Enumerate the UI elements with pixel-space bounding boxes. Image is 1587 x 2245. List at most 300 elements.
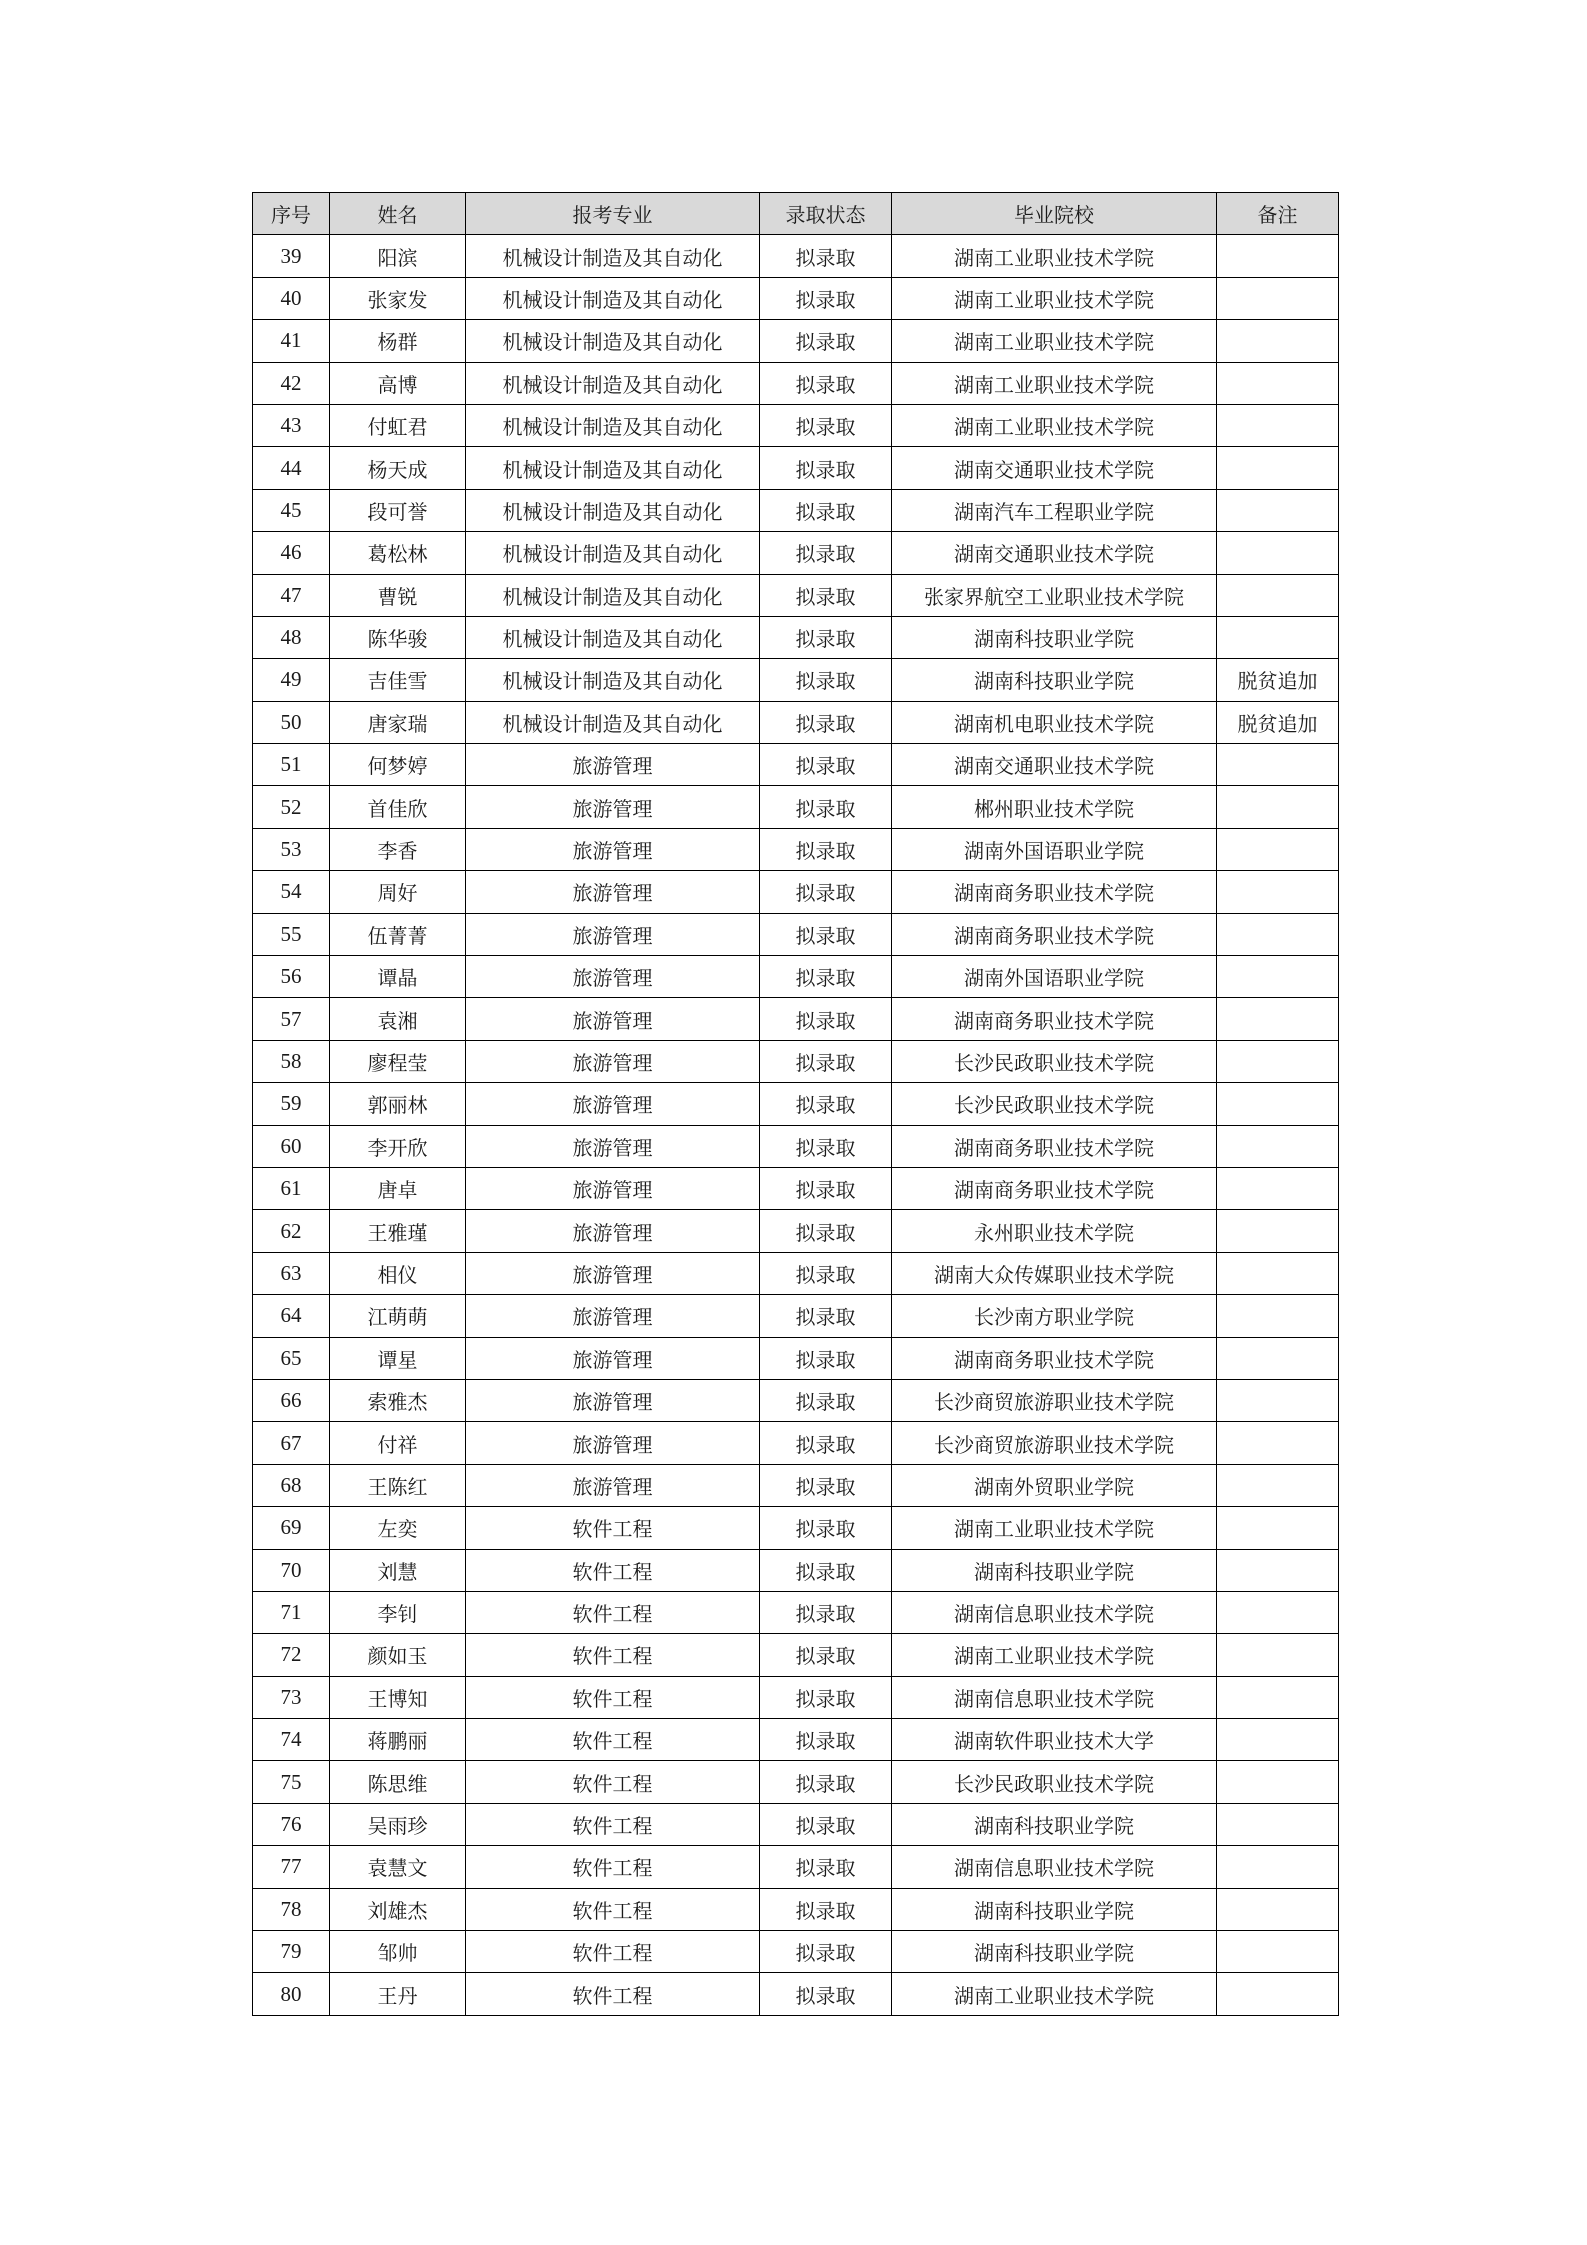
cell-no: 72: [253, 1634, 330, 1676]
table-row: [253, 1252, 1339, 1294]
table-row: [253, 913, 1339, 955]
cell-no: 48: [253, 616, 330, 658]
cell-no: 61: [253, 1167, 330, 1209]
cell-no: 60: [253, 1125, 330, 1167]
cell-no: 59: [253, 1083, 330, 1125]
cell-status: 拟录取: [760, 616, 892, 658]
cell-note: [1217, 1464, 1339, 1506]
cell-status: 拟录取: [760, 1549, 892, 1591]
cell-no: 76: [253, 1803, 330, 1845]
cell-major: 软件工程: [466, 1888, 760, 1930]
cell-no: 68: [253, 1464, 330, 1506]
cell-school: 湖南软件职业技术大学: [892, 1719, 1217, 1761]
cell-name: 陈思维: [330, 1761, 466, 1803]
cell-name: 袁慧文: [330, 1846, 466, 1888]
cell-note: [1217, 1803, 1339, 1845]
cell-no: 70: [253, 1549, 330, 1591]
cell-school: 长沙南方职业学院: [892, 1295, 1217, 1337]
cell-name: 吉佳雪: [330, 659, 466, 701]
cell-name: 曹锐: [330, 574, 466, 616]
cell-note: 脱贫追加: [1217, 701, 1339, 743]
cell-no: 73: [253, 1676, 330, 1718]
cell-status: 拟录取: [760, 1040, 892, 1082]
cell-name: 王丹: [330, 1973, 466, 2015]
cell-major: 软件工程: [466, 1591, 760, 1633]
cell-name: 谭星: [330, 1337, 466, 1379]
cell-school: 长沙民政职业技术学院: [892, 1040, 1217, 1082]
cell-school: 湖南工业职业技术学院: [892, 277, 1217, 319]
cell-major: 旅游管理: [466, 1210, 760, 1252]
cell-name: 相仪: [330, 1252, 466, 1294]
table-row: [253, 1507, 1339, 1549]
cell-name: 高博: [330, 362, 466, 404]
cell-status: 拟录取: [760, 532, 892, 574]
cell-major: 机械设计制造及其自动化: [466, 616, 760, 658]
cell-note: [1217, 1549, 1339, 1591]
cell-school: 湖南科技职业学院: [892, 1888, 1217, 1930]
table-row: [253, 1719, 1339, 1761]
cell-school: 湖南工业职业技术学院: [892, 362, 1217, 404]
cell-status: 拟录取: [760, 1973, 892, 2015]
table-row: [253, 532, 1339, 574]
cell-school: 长沙商贸旅游职业技术学院: [892, 1379, 1217, 1421]
cell-name: 首佳欣: [330, 786, 466, 828]
table-row: [253, 1676, 1339, 1718]
cell-school: 郴州职业技术学院: [892, 786, 1217, 828]
cell-school: 湖南科技职业学院: [892, 1931, 1217, 1973]
table-row: [253, 871, 1339, 913]
cell-major: 机械设计制造及其自动化: [466, 320, 760, 362]
cell-name: 廖程莹: [330, 1040, 466, 1082]
cell-status: 拟录取: [760, 1803, 892, 1845]
cell-no: 57: [253, 998, 330, 1040]
cell-major: 软件工程: [466, 1931, 760, 1973]
cell-school: 湖南科技职业学院: [892, 616, 1217, 658]
cell-school: 张家界航空工业职业技术学院: [892, 574, 1217, 616]
cell-status: 拟录取: [760, 1210, 892, 1252]
cell-note: [1217, 1167, 1339, 1209]
cell-school: 湖南科技职业学院: [892, 1803, 1217, 1845]
cell-school: 湖南科技职业学院: [892, 1549, 1217, 1591]
cell-no: 42: [253, 362, 330, 404]
table-row: [253, 828, 1339, 870]
cell-note: [1217, 320, 1339, 362]
cell-no: 75: [253, 1761, 330, 1803]
cell-name: 杨群: [330, 320, 466, 362]
cell-major: 旅游管理: [466, 744, 760, 786]
cell-name: 王雅瑾: [330, 1210, 466, 1252]
cell-note: [1217, 235, 1339, 277]
cell-note: [1217, 1125, 1339, 1167]
cell-status: 拟录取: [760, 786, 892, 828]
cell-major: 旅游管理: [466, 1464, 760, 1506]
table-row: [253, 786, 1339, 828]
cell-no: 50: [253, 701, 330, 743]
cell-name: 谭晶: [330, 956, 466, 998]
cell-school: 湖南信息职业技术学院: [892, 1591, 1217, 1633]
table-row: [253, 744, 1339, 786]
cell-status: 拟录取: [760, 1931, 892, 1973]
cell-note: [1217, 277, 1339, 319]
cell-major: 旅游管理: [466, 913, 760, 955]
table-row: [253, 1549, 1339, 1591]
table-row: [253, 1973, 1339, 2015]
cell-no: 53: [253, 828, 330, 870]
cell-note: [1217, 1634, 1339, 1676]
cell-name: 颜如玉: [330, 1634, 466, 1676]
cell-status: 拟录取: [760, 956, 892, 998]
cell-name: 吴雨珍: [330, 1803, 466, 1845]
cell-name: 左奕: [330, 1507, 466, 1549]
header-status: 录取状态: [760, 193, 892, 235]
cell-major: 旅游管理: [466, 1379, 760, 1421]
cell-no: 80: [253, 1973, 330, 2015]
cell-note: [1217, 956, 1339, 998]
cell-no: 64: [253, 1295, 330, 1337]
cell-major: 旅游管理: [466, 1295, 760, 1337]
cell-major: 机械设计制造及其自动化: [466, 277, 760, 319]
table-row: [253, 1083, 1339, 1125]
cell-name: 陈华骏: [330, 616, 466, 658]
cell-note: [1217, 1973, 1339, 2015]
cell-school: 湖南商务职业技术学院: [892, 1125, 1217, 1167]
cell-status: 拟录取: [760, 1295, 892, 1337]
header-note: 备注: [1217, 193, 1339, 235]
cell-major: 机械设计制造及其自动化: [466, 404, 760, 446]
cell-no: 52: [253, 786, 330, 828]
table-row: [253, 1888, 1339, 1930]
cell-school: 长沙民政职业技术学院: [892, 1083, 1217, 1125]
cell-name: 索雅杰: [330, 1379, 466, 1421]
cell-note: [1217, 1083, 1339, 1125]
cell-no: 54: [253, 871, 330, 913]
cell-status: 拟录取: [760, 1761, 892, 1803]
cell-major: 旅游管理: [466, 871, 760, 913]
table-row: [253, 404, 1339, 446]
cell-no: 55: [253, 913, 330, 955]
cell-status: 拟录取: [760, 1634, 892, 1676]
cell-school: 湖南商务职业技术学院: [892, 871, 1217, 913]
cell-status: 拟录取: [760, 1125, 892, 1167]
cell-major: 旅游管理: [466, 1167, 760, 1209]
table-row: [253, 1379, 1339, 1421]
cell-status: 拟录取: [760, 320, 892, 362]
table-row: [253, 1634, 1339, 1676]
cell-no: 79: [253, 1931, 330, 1973]
cell-major: 软件工程: [466, 1634, 760, 1676]
cell-note: [1217, 1295, 1339, 1337]
cell-no: 58: [253, 1040, 330, 1082]
cell-school: 湖南机电职业技术学院: [892, 701, 1217, 743]
table-row: [253, 998, 1339, 1040]
cell-name: 王陈红: [330, 1464, 466, 1506]
cell-note: [1217, 404, 1339, 446]
cell-major: 软件工程: [466, 1846, 760, 1888]
cell-major: 旅游管理: [466, 828, 760, 870]
cell-status: 拟录取: [760, 871, 892, 913]
cell-name: 刘慧: [330, 1549, 466, 1591]
table-header-row: [253, 193, 1339, 235]
cell-note: [1217, 532, 1339, 574]
cell-note: [1217, 828, 1339, 870]
cell-school: 湖南商务职业技术学院: [892, 1337, 1217, 1379]
cell-school: 湖南科技职业学院: [892, 659, 1217, 701]
cell-school: 湖南工业职业技术学院: [892, 404, 1217, 446]
cell-status: 拟录取: [760, 1719, 892, 1761]
cell-major: 旅游管理: [466, 1125, 760, 1167]
cell-no: 66: [253, 1379, 330, 1421]
cell-major: 旅游管理: [466, 1040, 760, 1082]
table-row: [253, 489, 1339, 531]
header-name: 姓名: [330, 193, 466, 235]
cell-note: [1217, 1761, 1339, 1803]
cell-status: 拟录取: [760, 277, 892, 319]
cell-name: 付祥: [330, 1422, 466, 1464]
cell-major: 机械设计制造及其自动化: [466, 659, 760, 701]
cell-school: 湖南商务职业技术学院: [892, 913, 1217, 955]
table-row: [253, 1125, 1339, 1167]
cell-school: 湖南工业职业技术学院: [892, 1507, 1217, 1549]
cell-status: 拟录取: [760, 1167, 892, 1209]
cell-name: 李钊: [330, 1591, 466, 1633]
cell-major: 机械设计制造及其自动化: [466, 235, 760, 277]
cell-no: 69: [253, 1507, 330, 1549]
cell-school: 湖南工业职业技术学院: [892, 235, 1217, 277]
cell-no: 39: [253, 235, 330, 277]
table-row: [253, 1337, 1339, 1379]
cell-note: 脱贫追加: [1217, 659, 1339, 701]
cell-major: 软件工程: [466, 1973, 760, 2015]
cell-school: 永州职业技术学院: [892, 1210, 1217, 1252]
table-row: [253, 1761, 1339, 1803]
cell-status: 拟录取: [760, 1379, 892, 1421]
cell-note: [1217, 1591, 1339, 1633]
cell-school: 湖南工业职业技术学院: [892, 320, 1217, 362]
cell-status: 拟录取: [760, 1252, 892, 1294]
table-row: [253, 956, 1339, 998]
cell-school: 湖南外国语职业学院: [892, 828, 1217, 870]
cell-no: 78: [253, 1888, 330, 1930]
cell-name: 伍菁菁: [330, 913, 466, 955]
cell-status: 拟录取: [760, 362, 892, 404]
cell-note: [1217, 447, 1339, 489]
cell-no: 62: [253, 1210, 330, 1252]
cell-school: 湖南商务职业技术学院: [892, 1167, 1217, 1209]
cell-status: 拟录取: [760, 659, 892, 701]
table-row: [253, 1167, 1339, 1209]
cell-note: [1217, 574, 1339, 616]
cell-status: 拟录取: [760, 701, 892, 743]
cell-major: 软件工程: [466, 1676, 760, 1718]
cell-note: [1217, 1888, 1339, 1930]
cell-major: 旅游管理: [466, 998, 760, 1040]
table-row: [253, 1422, 1339, 1464]
table-row: [253, 1040, 1339, 1082]
cell-note: [1217, 1210, 1339, 1252]
cell-school: 湖南信息职业技术学院: [892, 1676, 1217, 1718]
cell-school: 湖南工业职业技术学院: [892, 1634, 1217, 1676]
cell-status: 拟录取: [760, 913, 892, 955]
table-row: [253, 1591, 1339, 1633]
cell-no: 65: [253, 1337, 330, 1379]
table-row: [253, 277, 1339, 319]
cell-name: 周好: [330, 871, 466, 913]
cell-name: 阳滨: [330, 235, 466, 277]
table-row: [253, 1210, 1339, 1252]
cell-no: 46: [253, 532, 330, 574]
cell-note: [1217, 1040, 1339, 1082]
cell-major: 旅游管理: [466, 786, 760, 828]
cell-name: 李香: [330, 828, 466, 870]
cell-status: 拟录取: [760, 998, 892, 1040]
cell-note: [1217, 1931, 1339, 1973]
cell-major: 软件工程: [466, 1803, 760, 1845]
cell-name: 李开欣: [330, 1125, 466, 1167]
cell-no: 77: [253, 1846, 330, 1888]
cell-no: 47: [253, 574, 330, 616]
cell-name: 段可誉: [330, 489, 466, 531]
cell-no: 74: [253, 1719, 330, 1761]
cell-status: 拟录取: [760, 828, 892, 870]
cell-no: 63: [253, 1252, 330, 1294]
cell-status: 拟录取: [760, 1888, 892, 1930]
cell-no: 71: [253, 1591, 330, 1633]
cell-note: [1217, 362, 1339, 404]
cell-status: 拟录取: [760, 1337, 892, 1379]
cell-name: 江萌萌: [330, 1295, 466, 1337]
cell-status: 拟录取: [760, 1507, 892, 1549]
cell-no: 56: [253, 956, 330, 998]
table-row: [253, 447, 1339, 489]
cell-note: [1217, 1846, 1339, 1888]
table-row: [253, 1846, 1339, 1888]
cell-major: 机械设计制造及其自动化: [466, 489, 760, 531]
cell-major: 机械设计制造及其自动化: [466, 532, 760, 574]
cell-school: 湖南汽车工程职业学院: [892, 489, 1217, 531]
cell-no: 40: [253, 277, 330, 319]
cell-name: 张家发: [330, 277, 466, 319]
header-major: 报考专业: [466, 193, 760, 235]
cell-status: 拟录取: [760, 1846, 892, 1888]
cell-status: 拟录取: [760, 1464, 892, 1506]
cell-school: 湖南交通职业技术学院: [892, 447, 1217, 489]
cell-no: 67: [253, 1422, 330, 1464]
cell-name: 王博知: [330, 1676, 466, 1718]
cell-note: [1217, 1252, 1339, 1294]
cell-name: 杨天成: [330, 447, 466, 489]
cell-name: 葛松林: [330, 532, 466, 574]
cell-school: 湖南交通职业技术学院: [892, 532, 1217, 574]
cell-no: 41: [253, 320, 330, 362]
cell-note: [1217, 1422, 1339, 1464]
cell-school: 长沙商贸旅游职业技术学院: [892, 1422, 1217, 1464]
cell-note: [1217, 1719, 1339, 1761]
table-row: [253, 235, 1339, 277]
cell-name: 刘雄杰: [330, 1888, 466, 1930]
cell-note: [1217, 1507, 1339, 1549]
cell-school: 湖南外贸职业学院: [892, 1464, 1217, 1506]
cell-name: 唐家瑞: [330, 701, 466, 743]
cell-major: 机械设计制造及其自动化: [466, 574, 760, 616]
table-row: [253, 362, 1339, 404]
cell-name: 蒋鹏丽: [330, 1719, 466, 1761]
cell-no: 51: [253, 744, 330, 786]
cell-major: 旅游管理: [466, 1422, 760, 1464]
cell-major: 旅游管理: [466, 1337, 760, 1379]
cell-name: 郭丽林: [330, 1083, 466, 1125]
cell-name: 唐卓: [330, 1167, 466, 1209]
table-row: [253, 574, 1339, 616]
cell-note: [1217, 744, 1339, 786]
cell-no: 49: [253, 659, 330, 701]
admission-table: [252, 192, 1339, 2016]
cell-school: 湖南外国语职业学院: [892, 956, 1217, 998]
cell-status: 拟录取: [760, 744, 892, 786]
cell-note: [1217, 786, 1339, 828]
cell-status: 拟录取: [760, 404, 892, 446]
cell-major: 旅游管理: [466, 1252, 760, 1294]
cell-major: 软件工程: [466, 1761, 760, 1803]
cell-status: 拟录取: [760, 235, 892, 277]
cell-note: [1217, 489, 1339, 531]
table-row: [253, 616, 1339, 658]
header-no: 序号: [253, 193, 330, 235]
cell-note: [1217, 1676, 1339, 1718]
cell-no: 45: [253, 489, 330, 531]
cell-school: 长沙民政职业技术学院: [892, 1761, 1217, 1803]
cell-major: 旅游管理: [466, 956, 760, 998]
cell-name: 袁湘: [330, 998, 466, 1040]
cell-no: 44: [253, 447, 330, 489]
cell-school: 湖南信息职业技术学院: [892, 1846, 1217, 1888]
cell-note: [1217, 616, 1339, 658]
cell-name: 何梦婷: [330, 744, 466, 786]
cell-major: 软件工程: [466, 1507, 760, 1549]
cell-school: 湖南商务职业技术学院: [892, 998, 1217, 1040]
cell-note: [1217, 871, 1339, 913]
cell-note: [1217, 998, 1339, 1040]
cell-status: 拟录取: [760, 447, 892, 489]
table-row: [253, 659, 1339, 701]
cell-school: 湖南工业职业技术学院: [892, 1973, 1217, 2015]
cell-note: [1217, 1379, 1339, 1421]
table-row: [253, 1295, 1339, 1337]
table-row: [253, 1464, 1339, 1506]
cell-no: 43: [253, 404, 330, 446]
table-row: [253, 1803, 1339, 1845]
cell-status: 拟录取: [760, 574, 892, 616]
cell-status: 拟录取: [760, 1676, 892, 1718]
table-row: [253, 1931, 1339, 1973]
cell-major: 机械设计制造及其自动化: [466, 701, 760, 743]
cell-major: 机械设计制造及其自动化: [466, 362, 760, 404]
cell-major: 软件工程: [466, 1719, 760, 1761]
cell-name: 付虹君: [330, 404, 466, 446]
cell-status: 拟录取: [760, 1422, 892, 1464]
cell-name: 邹帅: [330, 1931, 466, 1973]
cell-major: 旅游管理: [466, 1083, 760, 1125]
cell-school: 湖南交通职业技术学院: [892, 744, 1217, 786]
table-row: [253, 320, 1339, 362]
cell-note: [1217, 1337, 1339, 1379]
cell-status: 拟录取: [760, 1591, 892, 1633]
cell-school: 湖南大众传媒职业技术学院: [892, 1252, 1217, 1294]
cell-note: [1217, 913, 1339, 955]
cell-major: 机械设计制造及其自动化: [466, 447, 760, 489]
cell-major: 软件工程: [466, 1549, 760, 1591]
header-school: 毕业院校: [892, 193, 1217, 235]
cell-status: 拟录取: [760, 1083, 892, 1125]
